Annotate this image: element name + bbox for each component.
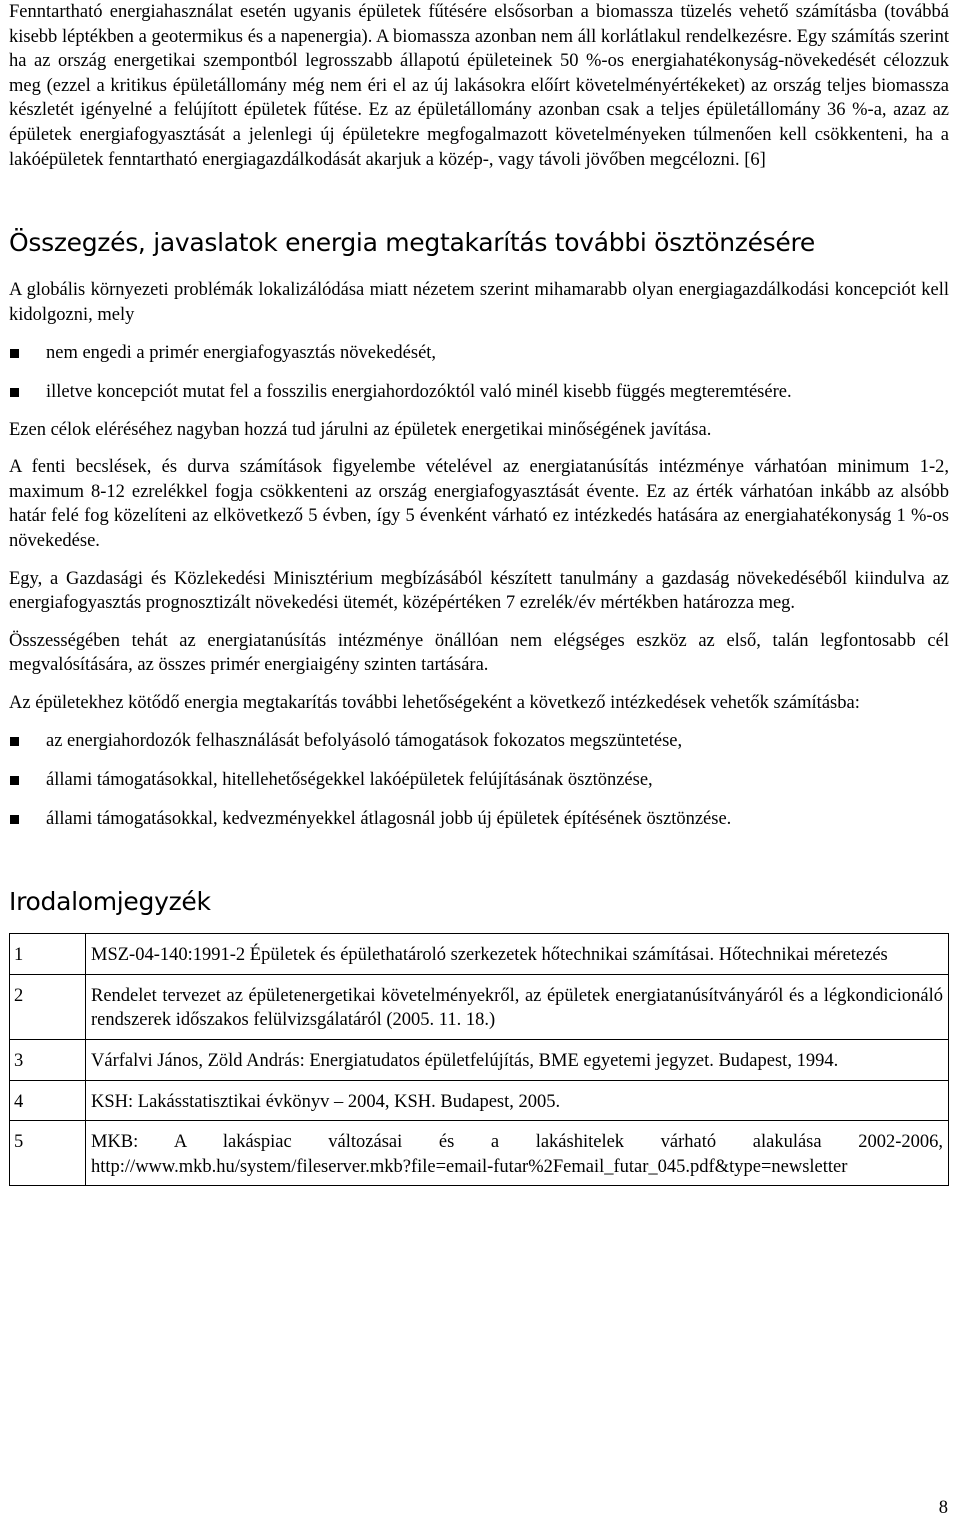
intro-paragraph: Fenntartható energiahasználat esetén ugyanis épületek fűtésére elsősorban a biomassza tüzelés vehető számításba (továbbá kisebb léptékben a geotermikus és a napenergia). A biomassza azonban nem áll korlátlakul rendelkezésre. Egy számítás szerint ha az ország energetikai szempontból legrosszabb állapotú épületeinek 50 %-os energiahatékonyság-növekedését célozzuk meg (ezzel a kritikus épületállomány még nem éri el az új lakásokra előírt követelményértékeket) az ország teljes biomassza készletét igényelné a felújított épületek fűtése. Ez az épületállomány azonban csak a teljes épületállomány 36 %-a, azaz az épületek energiafogyasztását a jelenlegi új épületekre megfogalmazott követelményeken túlmenően kell csökkenteni, ha a lakóépületek fenntartható energiagazdálkodását akarjuk a közép-, vagy távoli jövőben megcélozni. [6]	[9, 2, 949, 170]
summary-paragraph: Az épületekhez kötődő energia megtakarítás további lehetőségeként a következő intézkedések vehetők számításba:	[9, 692, 860, 713]
reference-number: 2	[10, 974, 86, 1039]
reference-number: 1	[10, 934, 86, 975]
table-row	[10, 1080, 949, 1121]
list-item-text: állami támogatásokkal, kedvezményekkel átlagosnál jobb új épületek építésének ösztönzése.	[46, 808, 732, 829]
table-row	[10, 1040, 949, 1081]
reference-text: MKB: A lakáspiac változásai és a lakáshitelek várható alakulása 2002-2006, http://www.mkb.hu/system/fileserver.mkb?file=email-futar%2Femail_futar_045.pdf&type=newsletter	[86, 1121, 949, 1186]
reference-text: MSZ-04-140:1991-2 Épületek és épülethatároló szerkezetek hőtechnikai számításai. Hőtechnikai méretezés	[86, 934, 949, 975]
summary-lead-paragraph: A globális környezeti problémák lokalizálódása miatt nézetem szerint mihamarabb olyan energiagazdálkodási koncepciót kell kidolgozni, mely	[9, 280, 949, 325]
list-item	[9, 380, 949, 405]
reference-text: KSH: Lakásstatisztikai évkönyv – 2004, KSH. Budapest, 2005.	[86, 1080, 949, 1121]
reference-number: 3	[10, 1040, 86, 1081]
summary-paragraph: Összességében tehát az energiatanúsítás intézménye önállóan nem elégséges eszköz az első, talán legfontosabb cél megvalósítására, az összes primér energiaigény szinten tartására.	[9, 630, 949, 676]
table-row	[10, 974, 949, 1039]
list-item-text: illetve koncepciót mutat fel a fosszilis energiahordozóktól való minél kisebb függés megteremtésére.	[46, 381, 792, 402]
reference-text: Várfalvi János, Zöld András: Energiatudatos épületfelújítás, BME egyetemi jegyzet. Budapest, 1994.	[86, 1040, 949, 1081]
list-item	[9, 729, 949, 754]
list-item	[9, 807, 949, 832]
square-bullet-icon	[10, 349, 19, 358]
summary-paragraph: Egy, a Gazdasági és Közlekedési Minisztérium megbízásából készített tanulmány a gazdaság növekedéséből kiindulva az energiafogyasztás prognosztizált növekedési ütemét, középértéken 7 ezrelék/év mértékben határozza meg.	[9, 568, 949, 614]
list-item-text: nem engedi a primér energiafogyasztás növekedését,	[46, 343, 437, 364]
page-number: 8	[938, 1498, 948, 1518]
list-item-text: állami támogatásokkal, hitellehetőségekkel lakóépületek felújításának ösztönzése,	[46, 770, 653, 791]
square-bullet-icon	[10, 776, 19, 785]
table-row	[10, 934, 949, 975]
summary-paragraph: A fenti becslések, és durva számítások figyelembe vételével az energiatanúsítás intézménye várhatóan minimum 1-2, maximum 8-12 ezrelékkel fogja csökkenteni az ország energiafogyasztását évente. Ez az érték várhatóan inkább az alsóbb határ felé fog közelíteni az elkövetkező 5 évben, így 5 évenként várható ez intézkedés hatására az energiahatékonyság 1 %-os növekedése.	[9, 457, 949, 551]
summary-heading: Összegzés, javaslatok energia megtakarítás további ösztönzésére	[9, 228, 815, 258]
list-item	[9, 341, 949, 366]
square-bullet-icon	[10, 815, 19, 824]
table-row	[10, 1121, 949, 1186]
list-item-text: az energiahordozók felhasználását befolyásoló támogatások fokozatos megszüntetése,	[46, 731, 683, 752]
measures-list	[9, 729, 949, 831]
references-table	[9, 933, 949, 1186]
square-bullet-icon	[10, 737, 19, 746]
references-heading: Irodalomjegyzék	[9, 887, 211, 917]
list-item	[9, 768, 949, 793]
goals-list	[9, 341, 949, 404]
document-page	[9, 0, 949, 1186]
reference-number: 4	[10, 1080, 86, 1121]
summary-paragraph: Ezen célok eléréséhez nagyban hozzá tud járulni az épületek energetikai minőségének javítása.	[9, 419, 712, 440]
reference-text: Rendelet tervezet az épületenergetikai követelményekről, az épületek energiatanúsítványáról és a légkondicionáló rendszerek időszakos felülvizsgálatáról (2005. 11. 18.)	[86, 974, 949, 1039]
square-bullet-icon	[10, 388, 19, 397]
reference-number: 5	[10, 1121, 86, 1186]
